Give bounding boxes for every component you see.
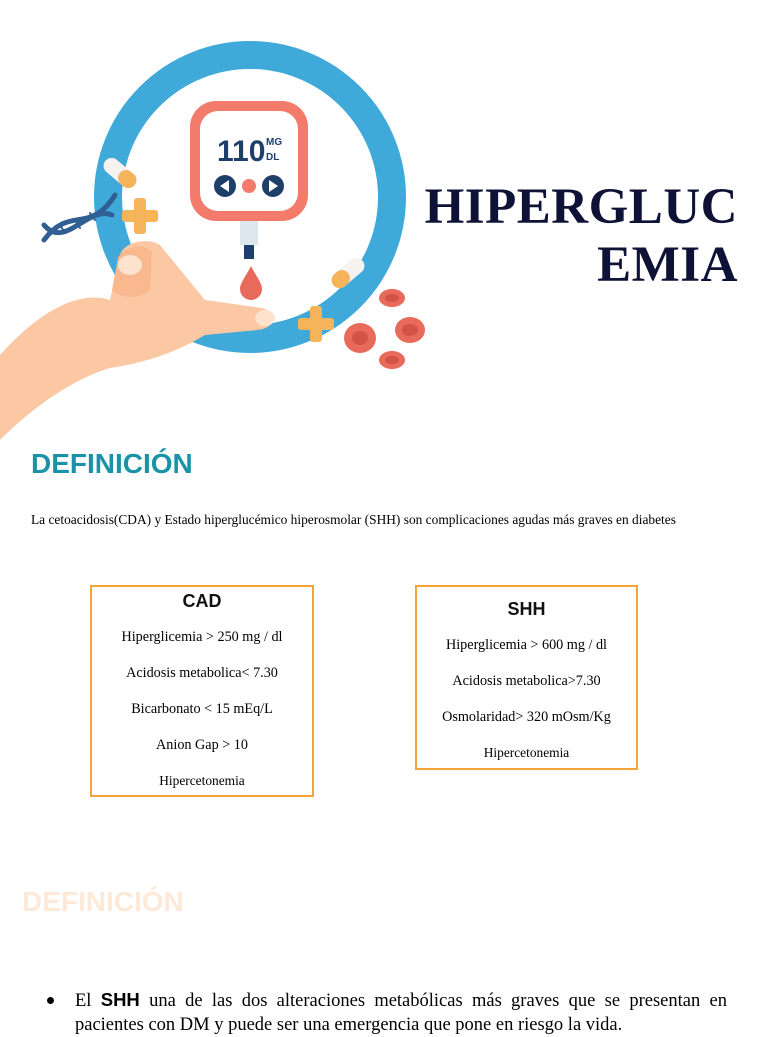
shh-item: Hipercetonemia bbox=[483, 745, 570, 760]
meter-unit-top: MG bbox=[266, 137, 283, 148]
cad-title: CAD bbox=[182, 591, 222, 611]
bullet-bold: SHH bbox=[100, 989, 140, 1010]
bullet-text bbox=[75, 988, 727, 1037]
definition-heading: DEFINICIÓN bbox=[31, 448, 193, 479]
bullet-item bbox=[47, 988, 727, 1037]
meter-unit-bottom: DL bbox=[266, 152, 280, 163]
power-button-icon bbox=[242, 179, 256, 193]
definition-heading-faded: DEFINICIÓN bbox=[22, 886, 184, 917]
shh-item: Osmolaridad> 320 mOsm/Kg bbox=[442, 709, 611, 725]
title-line-2: EMIA bbox=[597, 237, 738, 293]
glucometer-icon bbox=[190, 101, 308, 259]
plus-icon bbox=[122, 198, 158, 234]
cad-item: Hipercetonemia bbox=[159, 773, 245, 788]
cad-item: Bicarbonato < 15 mEq/L bbox=[131, 701, 273, 717]
cad-item: Hiperglicemia > 250 mg / dl bbox=[121, 629, 283, 645]
cad-item: Acidosis metabolica< 7.30 bbox=[126, 665, 278, 681]
meter-value: 110 bbox=[217, 135, 266, 168]
shh-item: Acidosis metabolica>7.30 bbox=[452, 673, 601, 689]
cad-list bbox=[92, 628, 312, 790]
glucometer-illustration bbox=[0, 0, 440, 440]
bullet-dot-icon bbox=[47, 997, 54, 1004]
bullet-body: una de las dos alteraciones metabólicas más graves que se presentan en pacientes con DM y puede ser una emergencia que pone en riesgo la vida. bbox=[75, 991, 727, 1035]
shh-title: SHH bbox=[507, 599, 546, 619]
page-title bbox=[425, 178, 738, 294]
shh-list bbox=[417, 636, 636, 762]
title-line-1: HIPERGLUC bbox=[424, 179, 738, 235]
definition-text: La cetoacidosis(CDA) y Estado hiperglucémico hiperosmolar (SHH) son complicaciones agudas más graves en diabetes bbox=[31, 512, 676, 527]
cad-item: Anion Gap > 10 bbox=[156, 737, 248, 753]
blood-drop-icon bbox=[240, 266, 262, 300]
shh-item: Hiperglicemia > 600 mg / dl bbox=[445, 637, 607, 653]
bullet-prefix: El bbox=[75, 991, 101, 1011]
shh-box bbox=[415, 585, 638, 770]
cad-box bbox=[90, 585, 314, 797]
